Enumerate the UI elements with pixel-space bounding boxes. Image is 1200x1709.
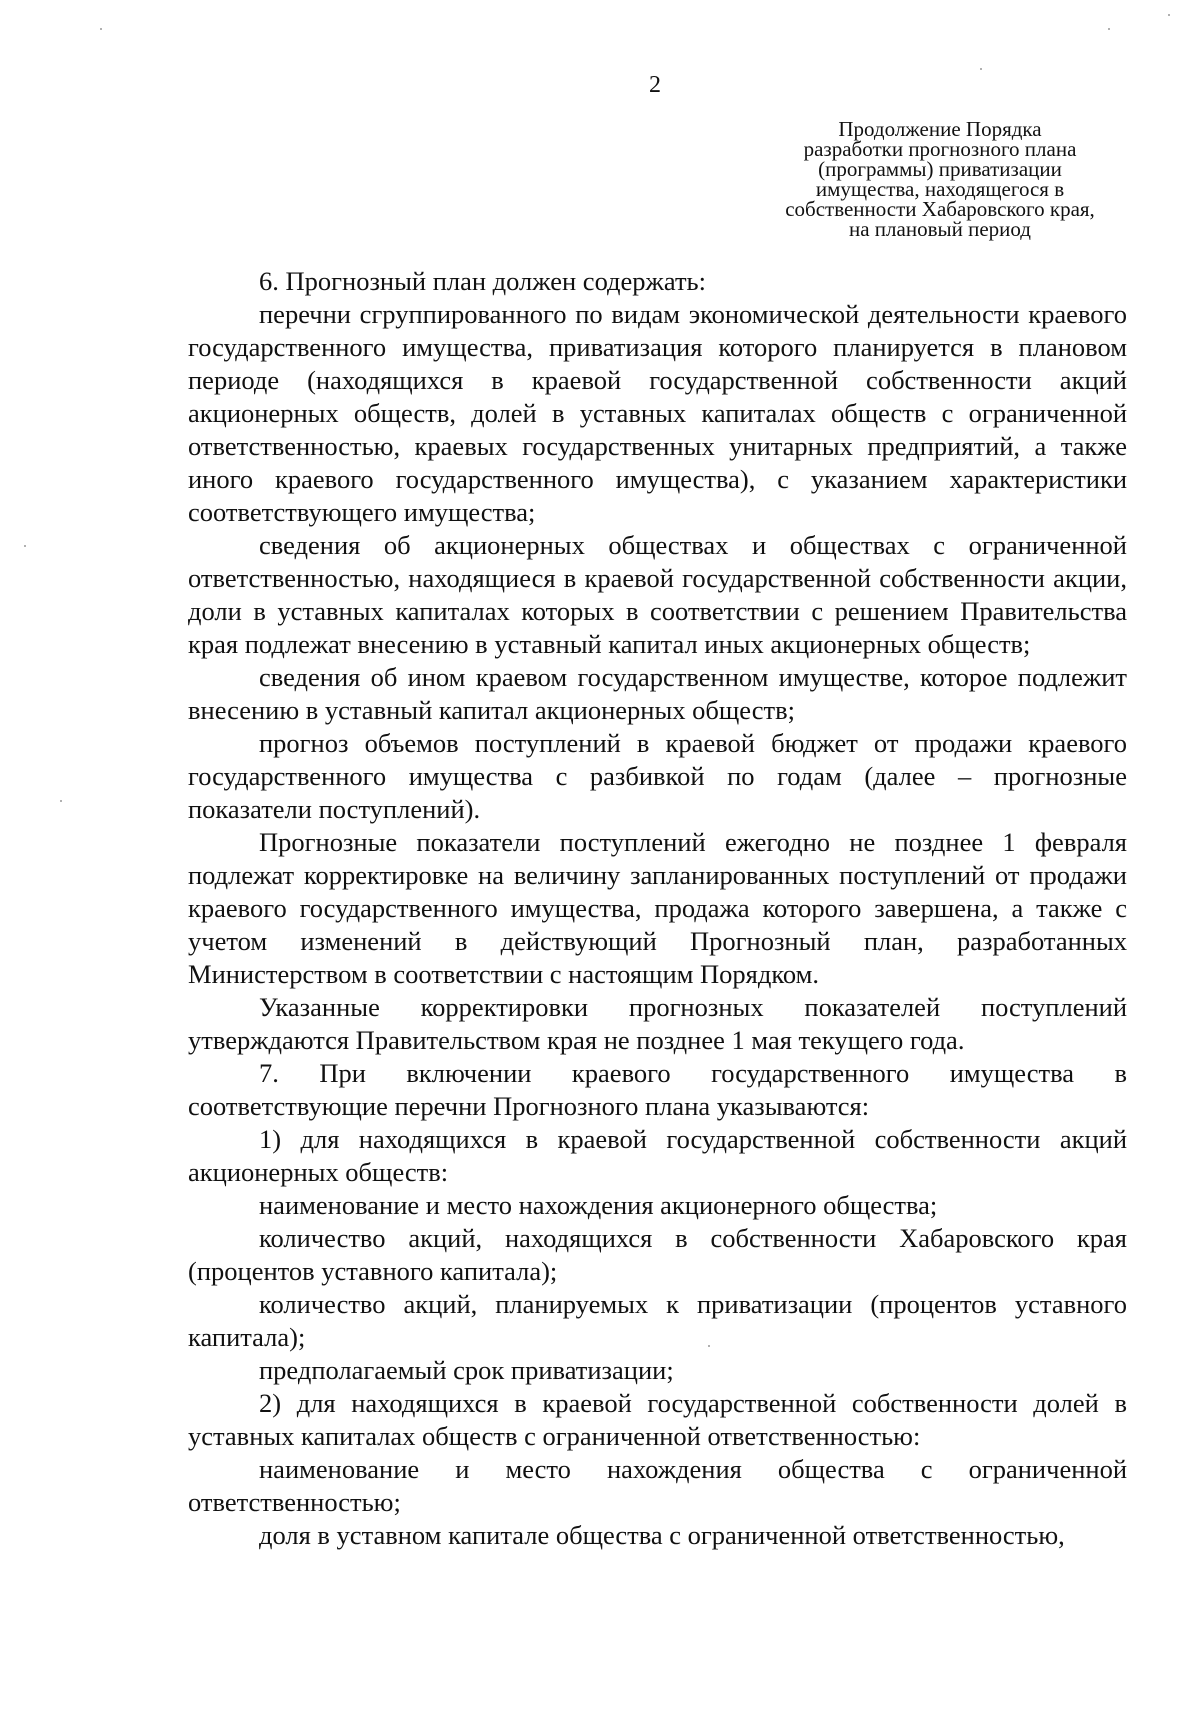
paragraph: наименование и место нахождения общества с ограниченной ответственностью; xyxy=(188,1454,1127,1517)
paragraph: доля в уставном капитале общества с ограниченной ответственностью, xyxy=(259,1520,1065,1550)
paragraph: 7. При включении краевого государственного имущества в соответствующие перечни Прогнозного плана указываются: xyxy=(188,1058,1127,1121)
scan-speck xyxy=(980,68,982,70)
header-line: разработки прогнозного плана xyxy=(803,137,1077,161)
paragraph: сведения об ином краевом государственном имуществе, которое подлежит внесению в уставный капитал акционерных обществ; xyxy=(188,662,1127,725)
paragraph: наименование и место нахождения акционерного общества; xyxy=(259,1190,938,1220)
paragraph: Указанные корректировки прогнозных показателей поступлений утверждаются Правительством края не позднее 1 мая текущего года. xyxy=(188,992,1127,1055)
document-body xyxy=(188,265,1127,1552)
header-line: Продолжение Порядка xyxy=(838,117,1042,141)
scan-speck xyxy=(100,28,102,30)
paragraph: перечни сгруппированного по видам экономической деятельности краевого государственного имущества, приватизация которого планируется в плановом периоде (находящихся в краевой государственной собственности акций акционерных обществ, долей в уставных капиталах обществ с ограниченной ответственностью, краевых государственных унитарных предприятий, а также иного краевого государственного имущества), с указанием характеристики соответствующего имущества; xyxy=(188,299,1127,527)
paragraph: сведения об акционерных обществах и обществах с ограниченной ответственностью, находящиеся в краевой государственной собственности акции, доли в уставных капиталах которых в соответствии с решением Правительства края подлежат внесению в уставный капитал иных акционерных обществ; xyxy=(188,530,1127,659)
paragraph: прогноз объемов поступлений в краевой бюджет от продажи краевого государственного имущества с разбивкой по годам (далее – прогнозные показатели поступлений). xyxy=(188,728,1127,824)
header-line: на плановый период xyxy=(849,217,1031,241)
paragraph: 2) для находящихся в краевой государственной собственности долей в уставных капиталах обществ с ограниченной ответственностью: xyxy=(188,1388,1127,1451)
paragraph: предполагаемый срок приватизации; xyxy=(259,1355,674,1385)
paragraph: 6. Прогнозный план должен содержать: xyxy=(259,266,706,296)
scan-speck xyxy=(24,545,26,547)
scan-speck xyxy=(60,800,62,802)
header-line: (программы) приватизации xyxy=(818,157,1062,181)
header-note xyxy=(740,119,1140,239)
paragraph: Прогнозные показатели поступлений ежегодно не позднее 1 февраля подлежат корректировке на величину запланированных поступлений от продажи краевого государственного имущества, продажа которого завершена, а также с учетом изменений в действующий Прогнозный план, разработанных Министерством в соответствии с настоящим Порядком. xyxy=(188,827,1127,989)
page-number: 2 xyxy=(649,72,661,98)
paragraph: количество акций, находящихся в собственности Хабаровского края (процентов уставного капитала); xyxy=(188,1223,1127,1286)
scan-speck xyxy=(1168,14,1170,16)
paragraph: количество акций, планируемых к приватизации (процентов уставного капитала); xyxy=(188,1289,1127,1352)
paragraph: 1) для находящихся в краевой государственной собственности акций акционерных обществ: xyxy=(188,1124,1127,1187)
scan-speck xyxy=(1108,28,1110,30)
header-line: имущества, находящегося в xyxy=(815,177,1065,201)
header-line: собственности Хабаровского края, xyxy=(785,197,1095,221)
